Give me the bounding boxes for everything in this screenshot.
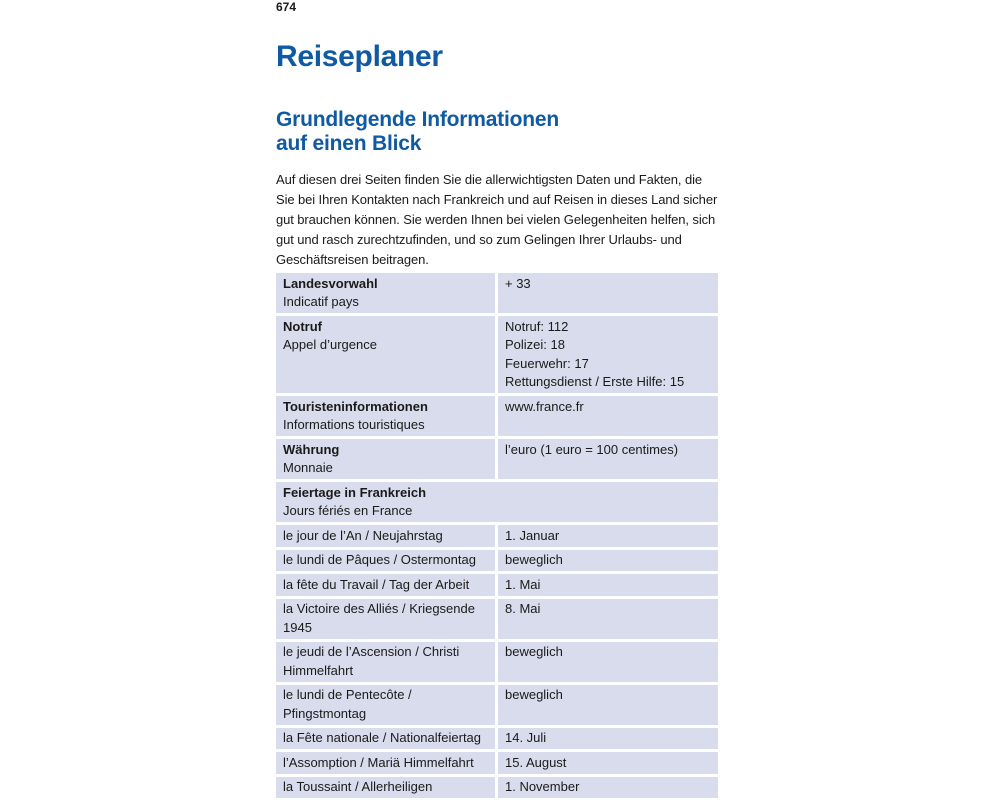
fact-label-fr: Indicatif pays — [283, 294, 359, 309]
holiday-date: 14. Juli — [498, 728, 718, 750]
holiday-name: le jeudi de l’Ascension / Christi Himmelfahrt — [276, 642, 495, 682]
fact-label-fr: Informations touristiques — [283, 417, 425, 432]
fact-label-cell — [276, 439, 495, 479]
table-row — [276, 550, 718, 572]
fact-value-cell — [498, 396, 718, 436]
holiday-name: la Toussaint / Allerheiligen — [276, 777, 495, 799]
table-row — [276, 685, 718, 725]
table-row-currency — [276, 439, 718, 479]
fact-value-cell — [498, 316, 718, 393]
intro-paragraph: Auf diesen drei Seiten finden Sie die allerwichtigsten Daten und Fakten, die Sie bei Ihren Kontakten nach Frankreich und auf Reisen in dieses Land sicher gut brauchen können. Sie werden Ihnen bei vielen Gelegenheiten helfen, sich gut und rasch zurechtzufinden, und so zum Gelingen Ihrer Urlaubs- und Geschäftsreisen beitragen. — [276, 172, 718, 267]
holiday-date: beweglich — [498, 550, 718, 572]
holiday-date: beweglich — [498, 685, 718, 725]
holiday-name: le jour de l’An / Neujahrstag — [276, 525, 495, 547]
fact-label-de: Touristeninformationen — [283, 398, 428, 414]
table-row-country-code — [276, 273, 718, 313]
fact-label-fr: Monnaie — [283, 460, 333, 475]
section-heading-line-1: Grundlegende Informationen — [276, 108, 559, 131]
fact-value-cell — [498, 439, 718, 479]
fact-value: Notruf: 112 — [504, 318, 569, 334]
holiday-date: 1. November — [498, 777, 718, 799]
table-row — [276, 777, 718, 799]
fact-label-de: Währung — [283, 441, 340, 457]
section-heading-line-2: auf einen Blick — [276, 132, 422, 155]
table-row-holidays-header — [276, 482, 718, 522]
holiday-date: 15. August — [498, 752, 718, 774]
info-table — [273, 270, 721, 801]
fact-value: Polizei: 18 — [504, 337, 565, 352]
holiday-name: la fête du Travail / Tag der Arbeit — [276, 574, 495, 596]
holiday-date: 1. Januar — [498, 525, 718, 547]
fact-value: l’euro (1 euro = 100 centimes) — [504, 441, 679, 457]
fact-value: Feuerwehr: 17 — [504, 355, 589, 371]
holiday-name: l’Assomption / Mariä Himmelfahrt — [276, 752, 495, 774]
table-row — [276, 525, 718, 547]
section-heading — [276, 108, 716, 156]
holiday-name: le lundi de Pentecôte / Pfingstmontag — [276, 685, 495, 725]
fact-value: Rettungsdienst / Erste Hilfe: 15 — [504, 374, 685, 389]
table-row — [276, 728, 718, 750]
fact-value-cell — [498, 273, 718, 313]
holiday-name: la Victoire des Alliés / Kriegsende 1945 — [276, 599, 495, 639]
table-row-tourist-info — [276, 396, 718, 436]
fact-label-de: Landesvorwahl — [283, 275, 378, 291]
table-row — [276, 752, 718, 774]
holiday-date: beweglich — [498, 642, 718, 682]
holidays-header-cell — [276, 482, 718, 522]
fact-value: www.france.fr — [504, 398, 584, 414]
holiday-name: la Fête nationale / Nationalfeiertag — [276, 728, 495, 750]
page-title: Reiseplaner — [276, 40, 443, 73]
fact-label-de: Notruf — [283, 318, 322, 334]
fact-label-cell — [276, 273, 495, 313]
page-number: 674 — [276, 0, 297, 14]
table-row — [276, 642, 718, 682]
fact-label-fr: Appel d’urgence — [283, 337, 377, 352]
holiday-date: 8. Mai — [498, 599, 718, 639]
table-row — [276, 574, 718, 596]
table-row — [276, 599, 718, 639]
holiday-name: le lundi de Pâques / Ostermontag — [276, 550, 495, 572]
holidays-label-fr: Jours fériés en France — [283, 503, 413, 518]
table-row-emergency — [276, 316, 718, 393]
fact-value: + 33 — [504, 275, 531, 291]
holiday-date: 1. Mai — [498, 574, 718, 596]
fact-label-cell — [276, 316, 495, 393]
fact-label-cell — [276, 396, 495, 436]
holidays-label-de: Feiertage in Frankreich — [283, 484, 427, 500]
